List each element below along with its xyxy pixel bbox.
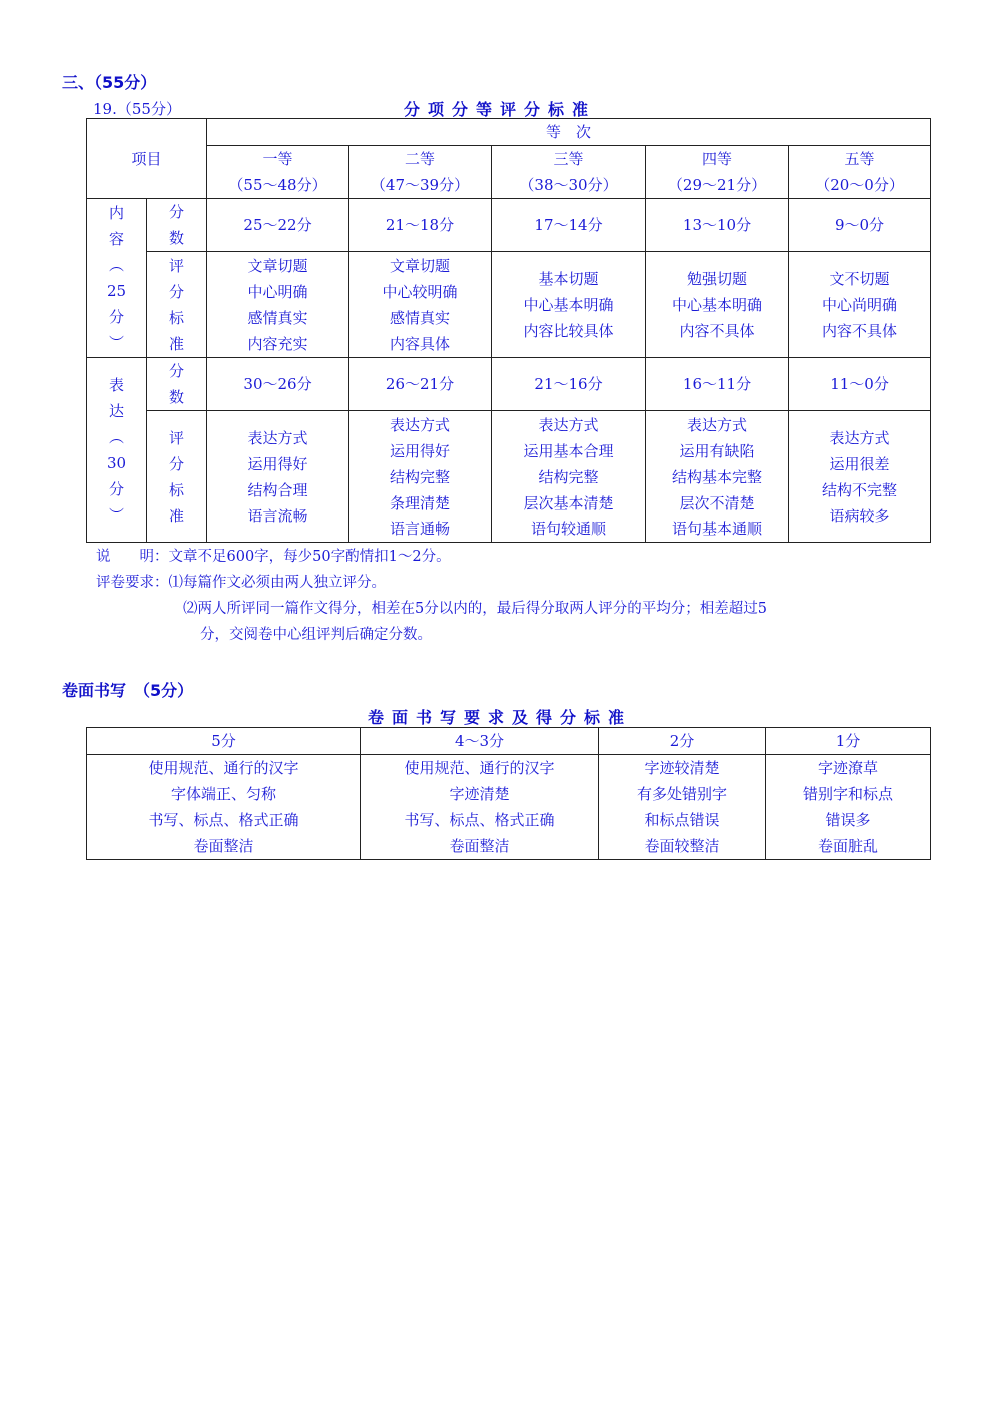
criteria-cell: 勉强切题 中心基本明确 内容不具体 bbox=[646, 252, 789, 358]
criteria-cell: 表达方式 运用基本合理 结构完整 层次基本清楚 语句较通顺 bbox=[492, 411, 646, 543]
header-grades: 等 次 bbox=[207, 119, 931, 146]
score-header: 4～3分 bbox=[361, 728, 599, 755]
criteria-cell: 表达方式 运用有缺陷 结构基本完整 层次不清楚 语句基本通顺 bbox=[646, 411, 789, 543]
expression-category: 表 达 ︵ 30 分 ︶ bbox=[87, 358, 147, 543]
expression-criteria-row bbox=[87, 411, 931, 543]
criteria-cell: 文章切题 中心较明确 感情真实 内容具体 bbox=[349, 252, 492, 358]
score-label: 分 数 bbox=[147, 358, 207, 411]
criteria-cell: 使用规范、通行的汉字 字体端正、匀称 书写、标点、格式正确 卷面整洁 bbox=[87, 755, 361, 860]
section-heading: 三、（55分） bbox=[62, 73, 157, 92]
grade-header: 一等 （55～48分） bbox=[207, 146, 349, 199]
note-requirement-1: 评卷要求：⑴每篇作文必须由两人独立评分。 bbox=[96, 575, 386, 591]
score-header: 1分 bbox=[766, 728, 931, 755]
content-criteria-row bbox=[87, 252, 931, 358]
criteria-cell: 文不切题 中心尚明确 内容不具体 bbox=[789, 252, 931, 358]
content-category: 内 容 ︵ 25 分 ︶ bbox=[87, 199, 147, 358]
score-header: 2分 bbox=[599, 728, 766, 755]
header-item: 项目 bbox=[87, 119, 207, 199]
expression-score-row bbox=[87, 358, 931, 411]
score-cell: 26～21分 bbox=[349, 358, 492, 411]
criteria-cell: 使用规范、通行的汉字 字迹清楚 书写、标点、格式正确 卷面整洁 bbox=[361, 755, 599, 860]
grade-header: 四等 （29～21分） bbox=[646, 146, 789, 199]
note-requirement-2-cont: 分，交阅卷中心组评判后确定分数。 bbox=[200, 627, 432, 643]
question-label: 19.（55分） bbox=[93, 100, 181, 118]
score-cell: 30～26分 bbox=[207, 358, 349, 411]
handwriting-criteria-row bbox=[87, 755, 931, 860]
handwriting-header-row bbox=[87, 728, 931, 755]
handwriting-table bbox=[86, 727, 931, 860]
grade-header: 二等 （47～39分） bbox=[349, 146, 492, 199]
criteria-cell: 表达方式 运用很差 结构不完整 语病较多 bbox=[789, 411, 931, 543]
note-explain: 说 明：文章不足600字，每少50字酌情扣1～2分。 bbox=[96, 549, 451, 565]
table1-title: 分项分等评分标准 bbox=[403, 100, 596, 119]
score-label: 分 数 bbox=[147, 199, 207, 252]
criteria-cell: 基本切题 中心基本明确 内容比较具体 bbox=[492, 252, 646, 358]
handwriting-heading: 卷面书写 （5分） bbox=[62, 681, 194, 700]
score-cell: 17～14分 bbox=[492, 199, 646, 252]
score-cell: 16～11分 bbox=[646, 358, 789, 411]
score-cell: 13～10分 bbox=[646, 199, 789, 252]
score-cell: 9～0分 bbox=[789, 199, 931, 252]
score-cell: 21～16分 bbox=[492, 358, 646, 411]
criteria-cell: 字迹较清楚 有多处错别字 和标点错误 卷面较整洁 bbox=[599, 755, 766, 860]
criteria-cell: 表达方式 运用得好 结构合理 语言流畅 bbox=[207, 411, 349, 543]
grade-header-row bbox=[87, 146, 931, 199]
content-score-row bbox=[87, 199, 931, 252]
score-cell: 21～18分 bbox=[349, 199, 492, 252]
score-cell: 25～22分 bbox=[207, 199, 349, 252]
table2-title: 卷面书写要求及得分标准 bbox=[367, 708, 632, 727]
criteria-label: 评 分 标 准 bbox=[147, 411, 207, 543]
scoring-table bbox=[86, 118, 931, 543]
criteria-cell: 文章切题 中心明确 感情真实 内容充实 bbox=[207, 252, 349, 358]
grade-header: 三等 （38～30分） bbox=[492, 146, 646, 199]
score-cell: 11～0分 bbox=[789, 358, 931, 411]
criteria-cell: 字迹潦草 错别字和标点 错误多 卷面脏乱 bbox=[766, 755, 931, 860]
criteria-cell: 表达方式 运用得好 结构完整 条理清楚 语言通畅 bbox=[349, 411, 492, 543]
note-requirement-2: ⑵两人所评同一篇作文得分，相差在5分以内的，最后得分取两人评分的平均分；相差超过5 bbox=[183, 601, 767, 617]
grade-header: 五等 （20～0分） bbox=[789, 146, 931, 199]
criteria-label: 评 分 标 准 bbox=[147, 252, 207, 358]
score-header: 5分 bbox=[87, 728, 361, 755]
